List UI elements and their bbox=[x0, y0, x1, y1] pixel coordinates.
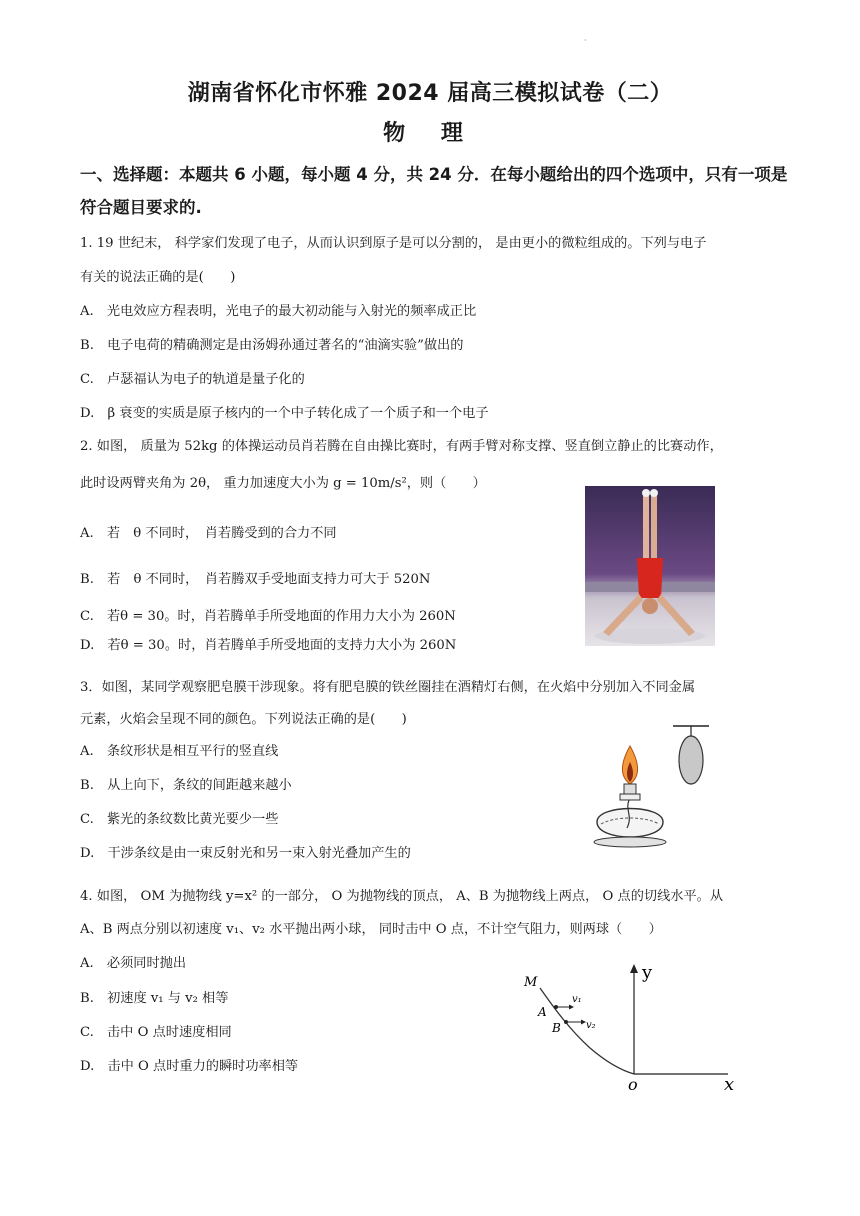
label-o: o bbox=[628, 1075, 638, 1094]
gymnast-photo bbox=[585, 486, 715, 646]
q1-option-c: C. 卢瑟福认为电子的轨道是量子化的 bbox=[80, 372, 305, 387]
label-v1: v₁ bbox=[572, 994, 582, 1005]
q3-option-d: D. 干涉条纹是由一束反射光和另一束入射光叠加产生的 bbox=[80, 846, 411, 861]
q1-option-b: B. 电子电荷的精确测定是由汤姆孙通过著名的“油滴实验”做出的 bbox=[80, 338, 464, 353]
q1-line1: 1. 19 世纪末， 科学家们发现了电子，从而认识到原子是可以分割的， 是由更小的微粒组成的。下列与电子 bbox=[80, 236, 707, 251]
label-b: B bbox=[552, 1021, 561, 1035]
q2-option-b: B. 若 θ 不同时， 肖若腾双手受地面支持力可大于 520N bbox=[80, 572, 431, 587]
label-v2: v₂ bbox=[586, 1020, 596, 1031]
subject-title: 物 理 bbox=[383, 121, 477, 146]
q4-option-c: C. 击中 O 点时速度相同 bbox=[80, 1025, 232, 1040]
q2-option-a: A. 若 θ 不同时， 肖若腾受到的合力不同 bbox=[80, 526, 337, 541]
q1-option-a: A. 光电效应方程表明，光电子的最大初动能与入射光的频率成正比 bbox=[80, 304, 477, 319]
q3-option-b: B. 从上向下，条纹的间距越来越小 bbox=[80, 778, 292, 793]
q4-option-a: A. 必须同时抛出 bbox=[80, 956, 187, 971]
q2-line2: 此时设两臂夹角为 2θ， 重力加速度大小为 g = 10m/s²，则（ ） bbox=[80, 476, 486, 491]
q3-option-c: C. 紫光的条纹数比黄光要少一些 bbox=[80, 812, 279, 827]
label-a: A bbox=[538, 1005, 547, 1019]
section-heading: 一、选择题：本题共 6 小题，每小题 4 分，共 24 分．在每小题给出的四个选项中，只有一项是符合题目要求的. bbox=[80, 165, 788, 217]
label-y: y bbox=[642, 962, 653, 983]
q1-line2: 有关的说法正确的是( ) bbox=[80, 270, 236, 285]
q2-option-d: D. 若θ = 30。时，肖若腾单手所受地面的支持力大小为 260N bbox=[80, 638, 457, 653]
exam-title: 湖南省怀化市怀雅 2024 届高三模拟试卷（二） bbox=[187, 81, 673, 106]
q4-line1: 4. 如图， OM 为抛物线 y=x² 的一部分， O 为抛物线的顶点， A、B 为抛物线上两点， O 点的切线水平。从 bbox=[80, 889, 724, 904]
q3-line2: 元素，火焰会呈现不同的颜色。下列说法正确的是( ) bbox=[80, 712, 407, 727]
q4-line2: A、B 两点分别以初速度 v₁、v₂ 水平抛出两小球， 同时击中 O 点，不计空气阻力，则两球（ ） bbox=[80, 922, 662, 937]
q1-option-d: D. β 衰变的实质是原子核内的一个中子转化成了一个质子和一个电子 bbox=[80, 406, 489, 421]
q3-option-a: A. 条纹形状是相互平行的竖直线 bbox=[80, 744, 279, 759]
label-x: x bbox=[724, 1074, 735, 1095]
q3-line1: 3．如图，某同学观察肥皂膜干涉现象。将有肥皂膜的铁丝圈挂在酒精灯右侧，在火焰中分别加入不同金属 bbox=[80, 680, 696, 695]
parabola-figure bbox=[512, 960, 762, 1100]
q4-option-d: D. 击中 O 点时重力的瞬时功率相等 bbox=[80, 1059, 299, 1074]
label-m: M bbox=[524, 975, 538, 990]
q2-option-c: C. 若θ = 30。时，肖若腾单手所受地面的作用力大小为 260N bbox=[80, 609, 456, 624]
q2-line1: 2. 如图， 质量为 52kg 的体操运动员肖若腾在自由操比赛时，有两手臂对称支撑、竖直倒立静止的比赛动作， bbox=[80, 439, 723, 454]
alcohol-lamp-figure bbox=[585, 718, 725, 858]
scan-dot: · bbox=[584, 36, 587, 45]
q4-option-b: B. 初速度 v₁ 与 v₂ 相等 bbox=[80, 991, 229, 1006]
